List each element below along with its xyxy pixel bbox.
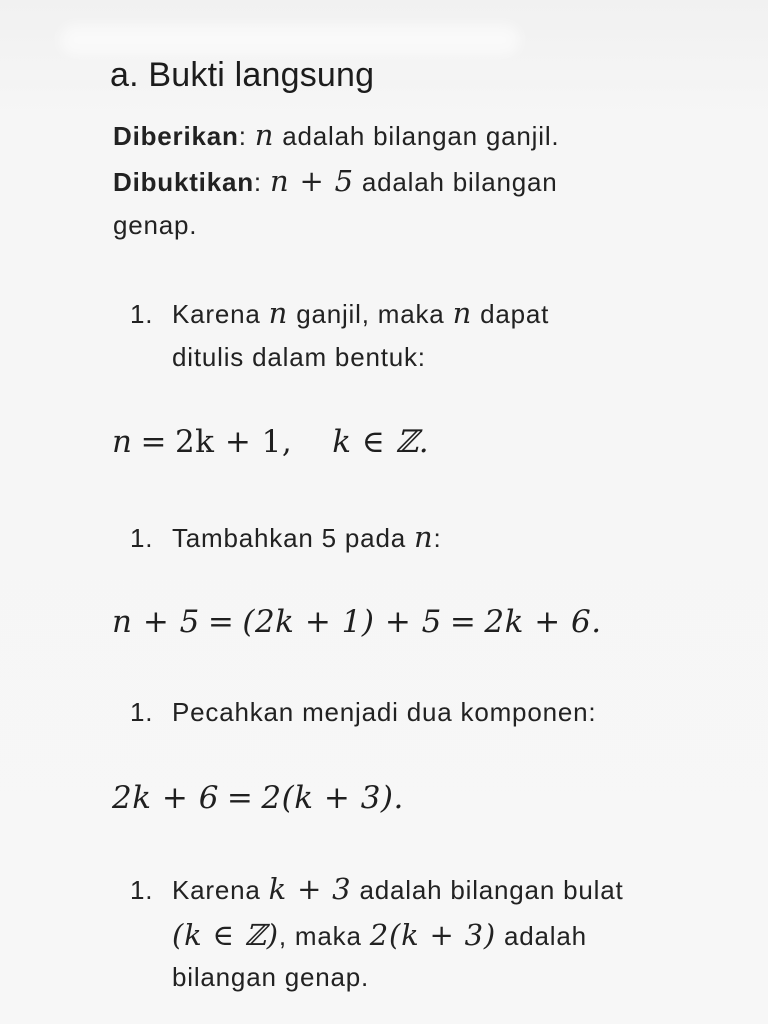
given-line xyxy=(113,118,559,152)
toprove-label: Dibuktikan xyxy=(113,167,254,197)
toprove-text: adalah bilangan xyxy=(361,167,558,197)
step-4 xyxy=(130,872,623,906)
toprove-line xyxy=(113,164,558,198)
step-1-var2: n xyxy=(452,296,473,330)
step-3 xyxy=(130,697,596,728)
given-label: Diberikan xyxy=(113,121,239,151)
given-colon: : xyxy=(238,121,247,151)
eq3-rhs: 2(k + 3). xyxy=(261,780,404,816)
eq2-lhs: n + 5 xyxy=(112,604,200,640)
step-1-text-a: Karena xyxy=(172,299,261,329)
equation-2 xyxy=(112,604,602,640)
step-1-number: 1. xyxy=(130,299,154,329)
eq2-sign-1: = xyxy=(207,604,235,640)
step-4-number: 1. xyxy=(130,875,154,905)
step-1-var1: n xyxy=(268,296,289,330)
eq1-cond: k ∈ ℤ. xyxy=(332,424,430,460)
equation-3 xyxy=(112,780,404,816)
step-4-text-c: , maka xyxy=(278,921,362,951)
section-heading: a. Bukti langsung xyxy=(110,56,375,94)
given-text: adalah bilangan ganjil. xyxy=(282,121,560,151)
step-3-number: 1. xyxy=(130,697,154,727)
eq2-mid: (2k + 1) + 5 xyxy=(242,604,442,640)
step-1 xyxy=(130,296,549,330)
toprove-continuation: genap. xyxy=(113,210,198,240)
step-2-colon: : xyxy=(433,523,442,553)
eq1-lhs: n xyxy=(112,424,133,460)
step-2-text: Tambahkan 5 pada xyxy=(172,523,406,553)
step-4-text-a: Karena xyxy=(172,875,261,905)
eq2-sign-2: = xyxy=(449,604,477,640)
step-1-text-c: dapat xyxy=(480,299,550,329)
step-4-line2 xyxy=(172,918,587,952)
eq1-sign: = xyxy=(140,424,167,460)
toprove-colon: : xyxy=(253,167,262,197)
step-3-text: Pecahkan menjadi dua komponen: xyxy=(172,697,597,727)
toprove-math: n + 5 xyxy=(269,164,354,198)
given-var: n xyxy=(254,118,275,152)
step-4-math-2: (k ∈ ℤ) xyxy=(172,918,279,952)
step-2-var: n xyxy=(414,520,434,554)
step-4-math-1: k + 3 xyxy=(268,872,352,906)
eq3-sign: = xyxy=(226,780,254,816)
step-4-text-d: adalah xyxy=(504,921,587,951)
step-2 xyxy=(130,520,442,554)
step-4-math-3: 2(k + 3) xyxy=(369,918,496,952)
eq2-rhs: 2k + 6. xyxy=(484,604,602,640)
blurred-header-artifact xyxy=(60,24,520,56)
step-4-text-b: adalah bilangan bulat xyxy=(359,875,624,905)
eq3-lhs: 2k + 6 xyxy=(112,780,219,816)
eq1-rhs: 2k + 1, xyxy=(174,424,293,460)
step-1-text-b: ganjil, maka xyxy=(296,299,445,329)
equation-1 xyxy=(112,424,429,460)
step-2-number: 1. xyxy=(130,523,154,553)
step-4-line3: bilangan genap. xyxy=(172,962,370,992)
step-1-line2: ditulis dalam bentuk: xyxy=(172,342,426,372)
